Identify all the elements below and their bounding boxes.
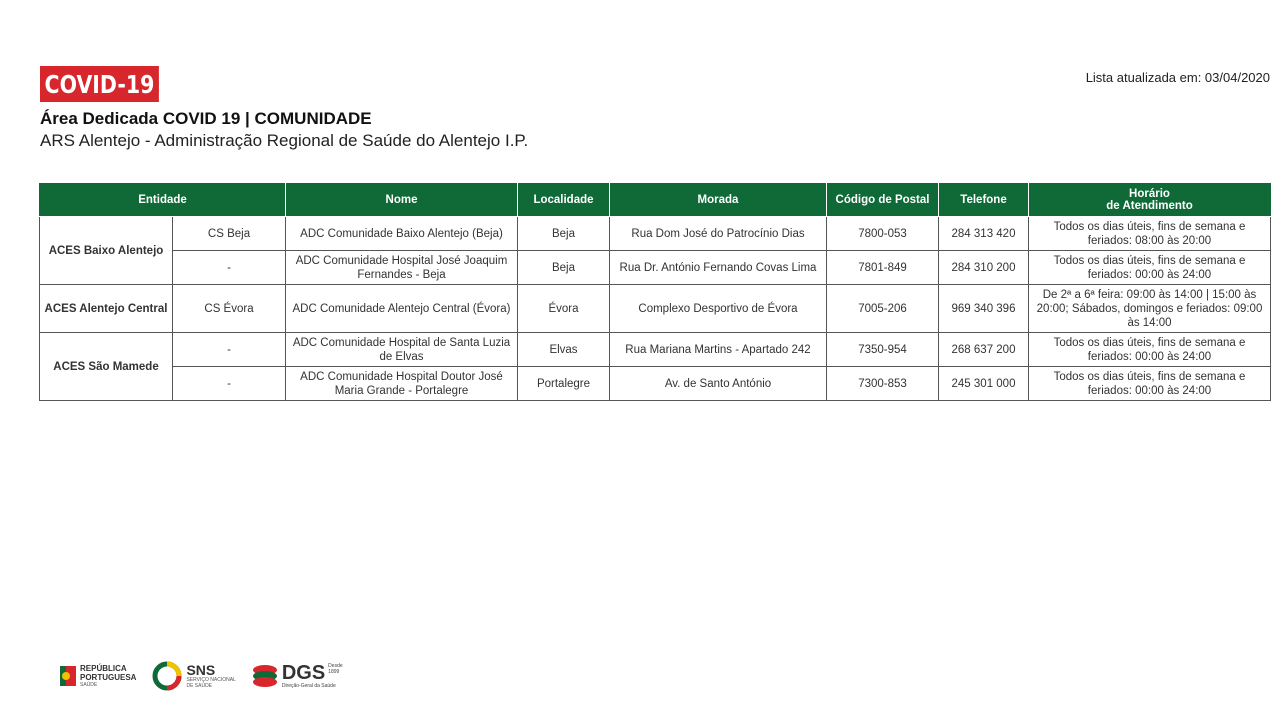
horario-cell: Todos os dias úteis, fins de semana e feriados: 00:00 às 24:00 [1029,367,1271,401]
horario-cell: Todos os dias úteis, fins de semana e feriados: 00:00 às 24:00 [1029,251,1271,285]
localidade-cell: Évora [518,285,610,333]
sns-logo [152,661,235,691]
morada-cell: Complexo Desportivo de Évora [610,285,827,333]
portugal-shield-icon [60,666,76,686]
sns-sub-line2: DE SAÚDE [186,683,213,689]
aces-cell: ACES São Mamede [40,333,173,401]
codigo-postal-cell: 7800-053 [827,217,939,251]
dgs-desde-text: Desde [328,663,343,669]
covid-19-badge: COVID-19 [40,66,159,102]
table-row [40,217,1271,251]
column-header-codigo-postal: Código de Postal [827,184,939,217]
sns-circle-icon [152,661,182,691]
aces-cell: ACES Alentejo Central [40,285,173,333]
morada-cell: Rua Dom José do Patrocínio Dias [610,217,827,251]
localidade-cell: Portalegre [518,367,610,401]
telefone-cell: 245 301 000 [939,367,1029,401]
page-title: Área Dedicada COVID 19 | COMUNIDADE [40,109,372,128]
nome-cell: ADC Comunidade Hospital José Joaquim Fernandes - Beja [286,251,518,285]
centro-saude-cell: - [173,251,286,285]
column-header-localidade: Localidade [518,184,610,217]
column-header-morada: Morada [610,184,827,217]
centro-saude-cell: CS Beja [173,217,286,251]
localidade-cell: Beja [518,217,610,251]
dgs-emblem-icon [252,663,278,689]
table-row [40,251,1271,285]
sns-text: SNS [186,662,216,678]
sns-sub-line1: SERVIÇO NACIONAL [186,677,236,683]
dgs-subtitle: Direção-Geral da Saúde [281,683,336,689]
localidade-cell: Beja [518,251,610,285]
codigo-postal-cell: 7005-206 [827,285,939,333]
centro-saude-cell: - [173,333,286,367]
dgs-logo [252,663,343,689]
aces-cell: ACES Baixo Alentejo [40,217,173,285]
locations-table [39,183,1271,401]
telefone-cell: 284 310 200 [939,251,1029,285]
nome-cell: ADC Comunidade Hospital Doutor José Maria Grande - Portalegre [286,367,518,401]
footer-logos [60,660,343,692]
table-row [40,367,1271,401]
codigo-postal-cell: 7350-954 [827,333,939,367]
republica-portuguesa-logo [60,664,136,688]
codigo-postal-cell: 7300-853 [827,367,939,401]
column-header-nome: Nome [286,184,518,217]
localidade-cell: Elvas [518,333,610,367]
table-row [40,285,1271,333]
dgs-year-text: 1899 [328,669,340,675]
last-updated-text: Lista atualizada em: 03/04/2020 [1085,70,1270,85]
centro-saude-cell: CS Évora [173,285,286,333]
column-header-telefone: Telefone [939,184,1029,217]
nome-cell: ADC Comunidade Alentejo Central (Évora) [286,285,518,333]
horario-cell: Todos os dias úteis, fins de semana e feriados: 00:00 às 24:00 [1029,333,1271,367]
saude-text: SAÚDE [80,682,98,688]
telefone-cell: 969 340 396 [939,285,1029,333]
telefone-cell: 284 313 420 [939,217,1029,251]
morada-cell: Rua Dr. António Fernando Covas Lima [610,251,827,285]
nome-cell: ADC Comunidade Baixo Alentejo (Beja) [286,217,518,251]
centro-saude-cell: - [173,367,286,401]
table-header-row [40,184,1271,217]
horario-cell: De 2ª a 6ª feira: 09:00 às 14:00 | 15:00 às 20:00; Sábados, domingos e feriados: 09:00 às 14:00 [1029,285,1271,333]
morada-cell: Av. de Santo António [610,367,827,401]
table-row [40,333,1271,367]
column-header-entidade: Entidade [40,184,286,217]
horario-header-line2: de Atendimento [1106,200,1193,212]
codigo-postal-cell: 7801-849 [827,251,939,285]
column-header-horario [1029,184,1271,217]
dgs-text: DGS [281,662,326,684]
republica-text: REPÚBLICA [80,664,127,673]
horario-header-line1: Horário [1129,188,1170,200]
nome-cell: ADC Comunidade Hospital de Santa Luzia de Elvas [286,333,518,367]
portuguesa-text: PORTUGUESA [80,673,137,682]
morada-cell: Rua Mariana Martins - Apartado 242 [610,333,827,367]
horario-cell: Todos os dias úteis, fins de semana e feriados: 08:00 às 20:00 [1029,217,1271,251]
page-subtitle: ARS Alentejo - Administração Regional de Saúde do Alentejo I.P. [40,131,529,150]
telefone-cell: 268 637 200 [939,333,1029,367]
